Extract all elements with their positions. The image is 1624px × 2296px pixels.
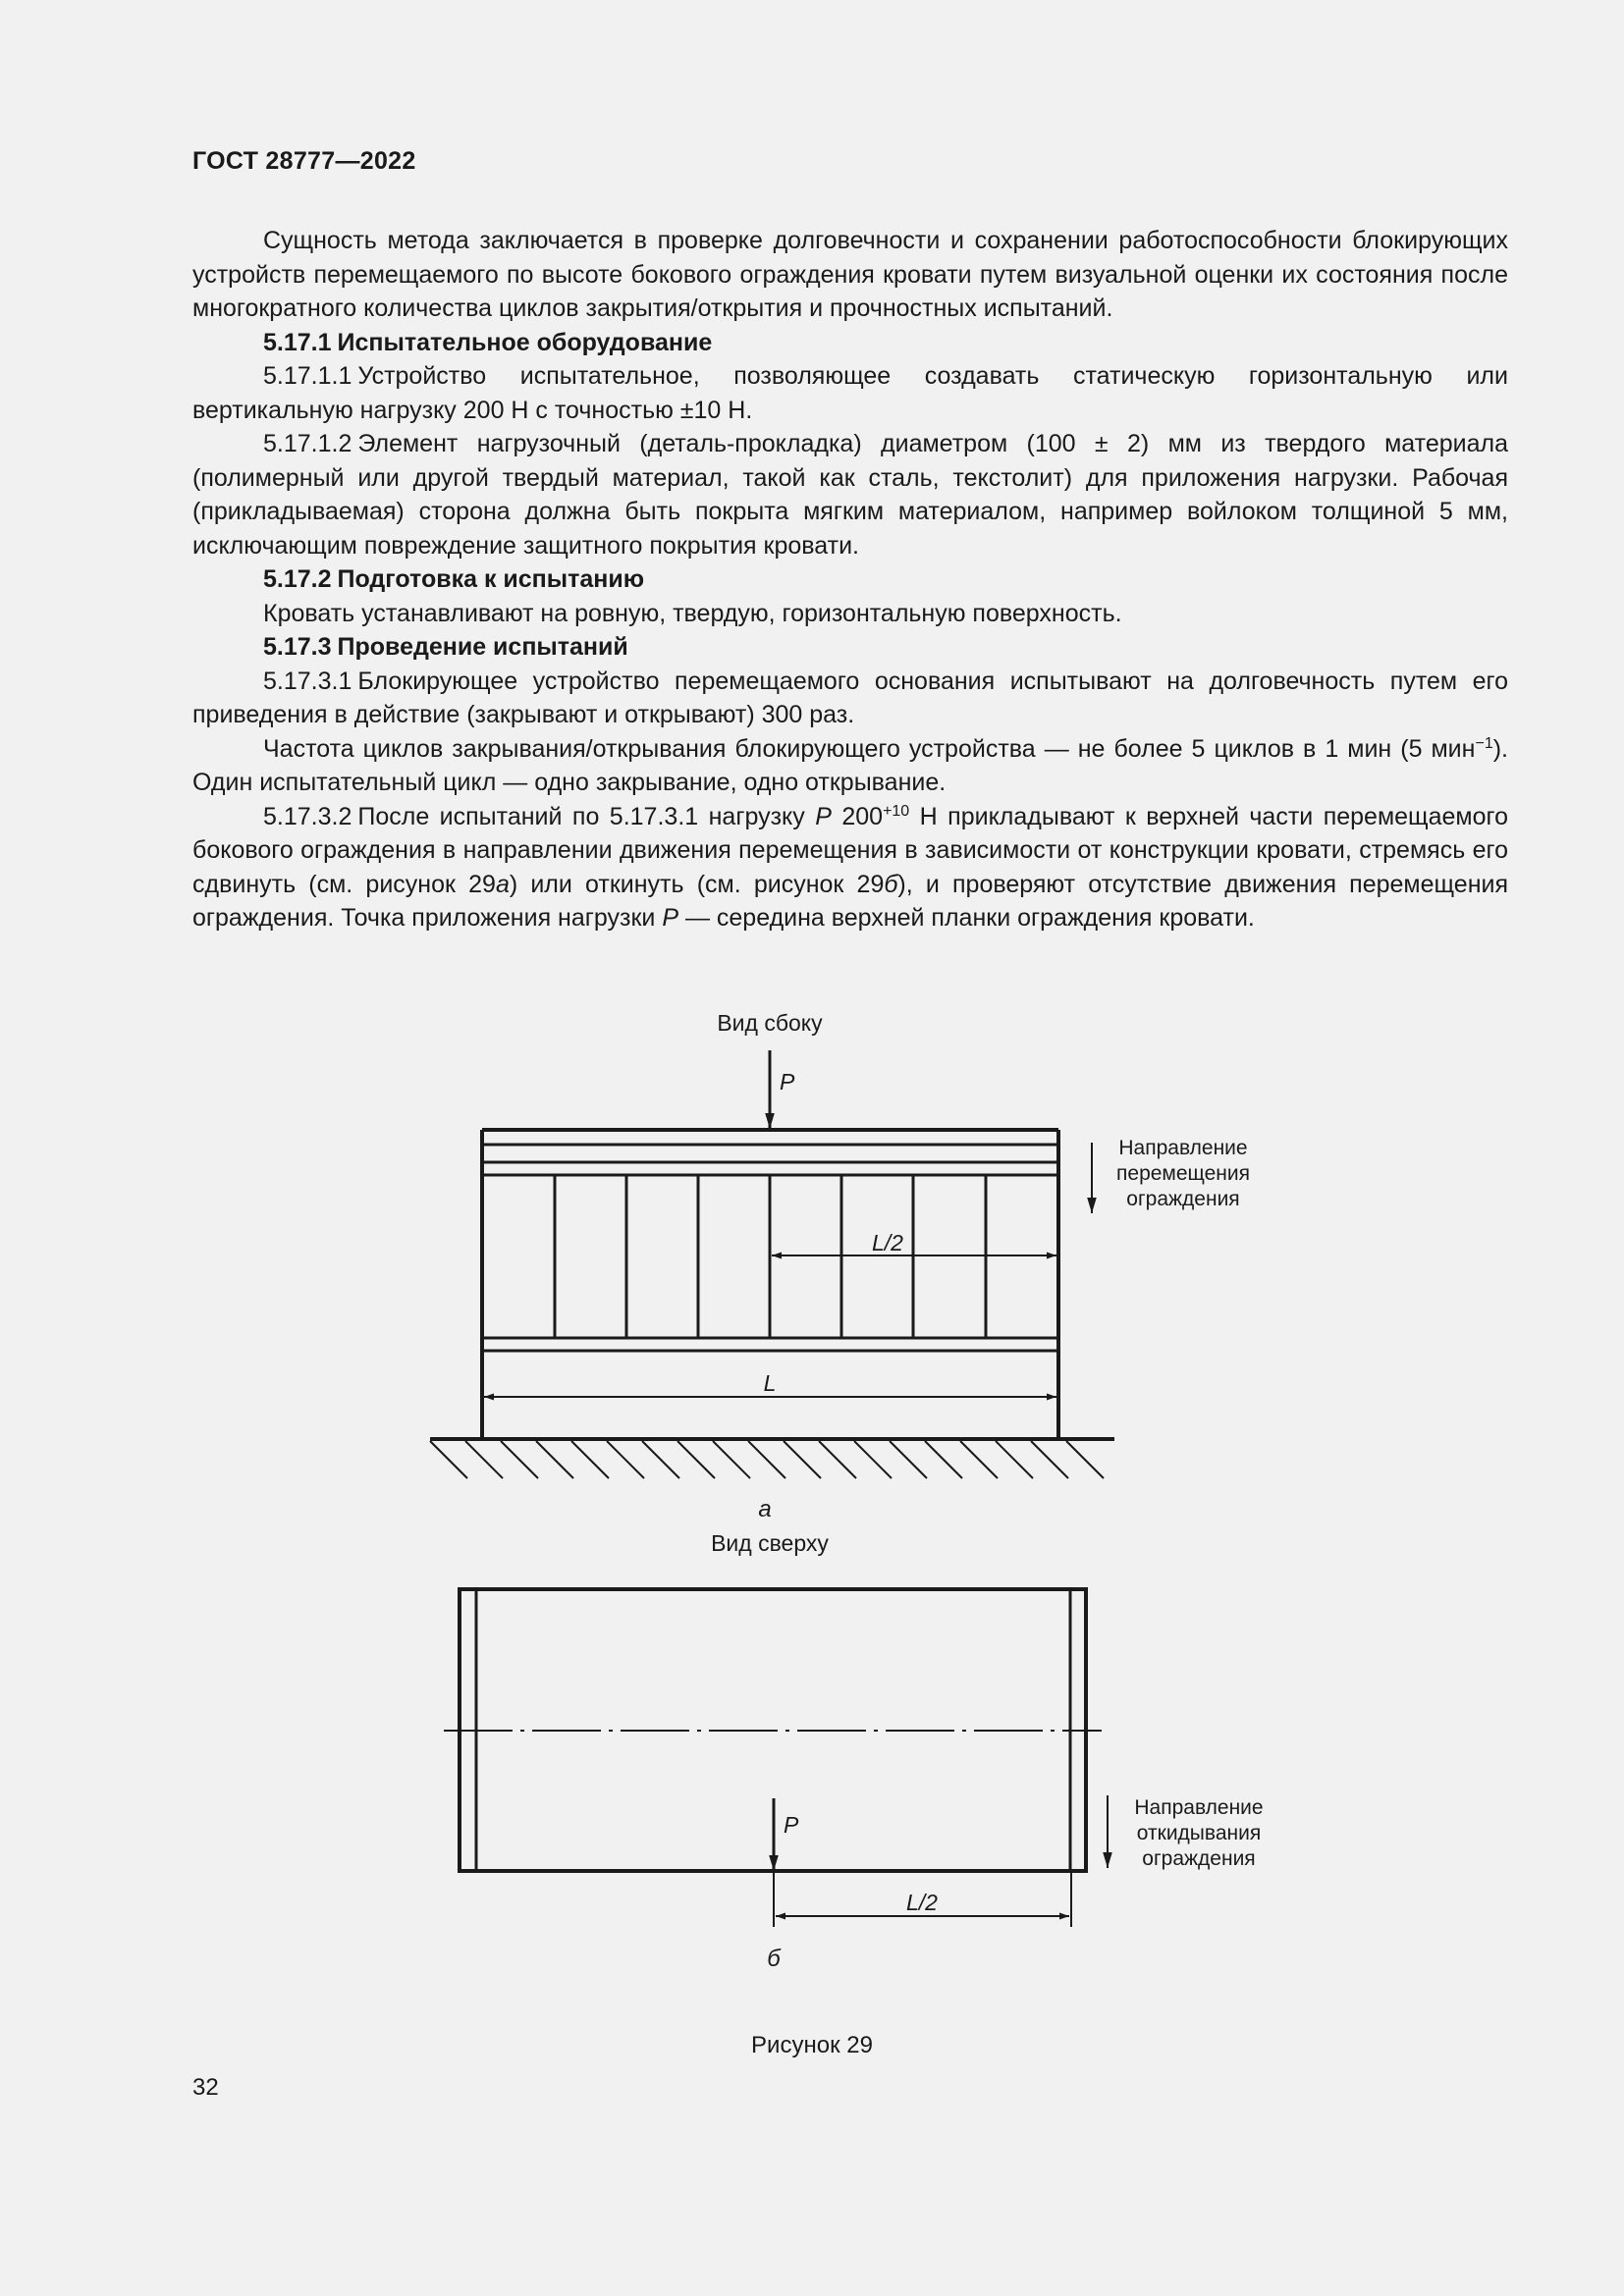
folding-direction-line2: откидывания (1136, 1822, 1262, 1844)
half-length-label: L/2 (872, 1230, 903, 1255)
movement-direction-line1: Направление (1118, 1137, 1248, 1159)
clause-text: Элемент нагрузочный (деталь-прокладка) диаметром (100 ± 2) мм из твердого материала (полимерный или другой твердый материал, такой как сталь, текстолит) для приложения нагрузки. Рабочая (прикладываемая) сторона должна быть покрыта мягким материалом, например войлоком толщиной 5 мм, исключающим повреждение защитного покрытия кровати. (192, 430, 1508, 560)
force-label: P (780, 1069, 795, 1095)
top-view (444, 1530, 1264, 1972)
paragraph-preparation: Кровать устанавливают на ровную, твердую, горизонтальную поверхность. (263, 599, 1122, 627)
side-view-title: Вид сбоку (717, 1010, 823, 1036)
top-view-title: Вид сверху (711, 1530, 829, 1556)
paragraph-intro: Сущность метода заключается в проверке долговечности и сохранении работоспособности блокирующих устройств перемещаемого по высоте бокового ограждения кровати путем визуальной оценки их состояния после многократного количества циклов закрытия/открытия и прочностных испытаний. (192, 227, 1508, 322)
figure-caption: Рисунок 29 (751, 2032, 873, 2058)
length-label: L (763, 1370, 777, 1396)
clause-number: 5.17.3.2 (263, 802, 352, 830)
clause-text: Устройство испытательное, позволяющее создавать статическую горизонтальную или вертикальную нагрузку 200 Н с точностью ±10 Н. (192, 362, 1508, 424)
movement-direction-line2: перемещения (1116, 1162, 1250, 1185)
floor-hatching (430, 1439, 1114, 1478)
folding-direction-line1: Направление (1134, 1796, 1264, 1819)
clause-text: Блокирующее устройство перемещаемого основания испытывают на долговечность путем его приведения в действие (закрывают и открывают) 300 раз. (192, 667, 1508, 728)
paragraph-5-17-3-2: 5.17.3.2 После испытаний по 5.17.3.1 нагрузку P $200^{+10}$ Н прикладывают к верхней части перемещаемого бокового ограждения в направлении движения перемещения в зависимости от конструкции кровати, стремясь его сдвинуть (см. рисунок 29а) или откинуть (см. рисунок 29б), и проверяют отсутствие движения перемещения ограждения. Точка приложения нагрузки P — середина верхней планки ограждения кровати. (192, 802, 1509, 932)
section-number: 5.17.1 (263, 328, 332, 356)
folding-direction-line3: ограждения (1142, 1847, 1256, 1870)
section-number: 5.17.3 (263, 633, 332, 661)
side-view (430, 1010, 1250, 1522)
clause-number: 5.17.3.1 (263, 667, 352, 695)
section-title: Проведение испытаний (337, 633, 628, 661)
section-title: Испытательное оборудование (337, 328, 713, 356)
clause-number: 5.17.1.1 (263, 362, 352, 390)
paragraph-cycle-frequency: Частота циклов закрывания/открывания блокирующего устройства — не более 5 циклов в 1 мин (5 мин$^{-1}$). Один испытательный цикл — одно закрывание, одно открывание. (192, 734, 1508, 796)
document-header: ГОСТ 28777—2022 (192, 147, 416, 175)
subfigure-label-a: а (758, 1496, 772, 1522)
subfigure-label-b: б (767, 1946, 781, 1972)
section-number: 5.17.2 (263, 565, 332, 593)
section-title: Подготовка к испытанию (337, 565, 645, 593)
force-label: P (784, 1812, 799, 1838)
clause-number: 5.17.1.2 (263, 430, 352, 457)
half-length-label: L/2 (906, 1890, 938, 1915)
movement-direction-line3: ограждения (1126, 1188, 1240, 1210)
page-number: 32 (192, 2074, 219, 2101)
